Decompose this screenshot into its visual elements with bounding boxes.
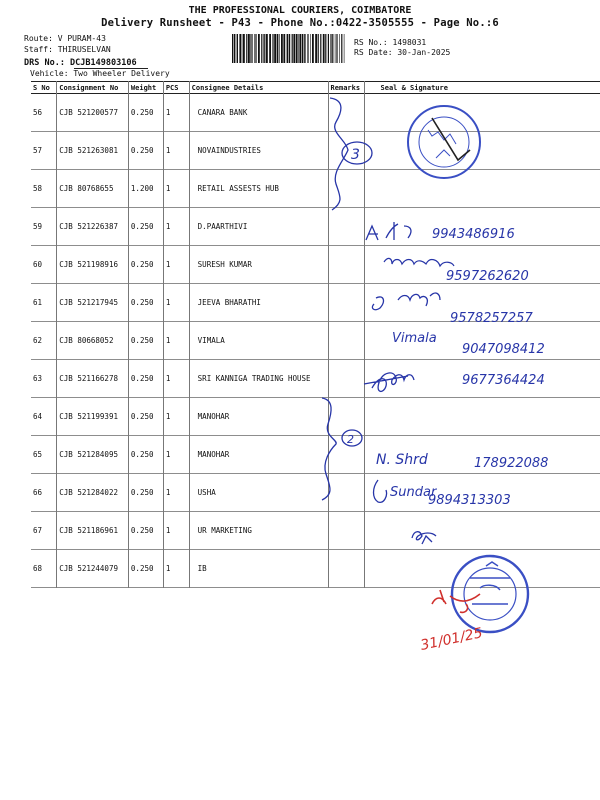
row-pcs: 1 [163,94,189,132]
barcode [232,34,346,63]
barcode-bar [292,34,293,63]
barcode-bar [246,34,247,63]
row-remarks [328,170,364,208]
barcode-bar [339,34,340,63]
signature-65: N. Shrd [376,452,428,468]
row-sno: 67 [33,526,43,535]
rs-number: RS No.: 1498031 [354,38,427,47]
barcode-bar [252,34,253,63]
row-remarks [328,208,364,246]
runsheet-title: Delivery Runsheet - P43 - Phone No.:0422-3505555 - Page No.:6 [101,17,499,29]
row-consignee: IB [189,550,328,588]
row-sno: 68 [33,564,43,573]
row-weight: 0.250 [128,398,163,436]
row-seal-signature [364,284,600,322]
row-seal-signature [364,246,600,284]
barcode-bar [305,34,306,63]
row-pcs: 1 [163,398,189,436]
row-weight: 0.250 [128,360,163,398]
table-row [31,208,600,246]
barcode-bar [263,34,264,63]
barcode-bar [312,34,314,63]
barcode-bar [266,34,268,63]
barcode-bar [261,34,262,63]
row-seal-signature [364,132,600,170]
row-weight: 0.250 [128,550,163,588]
col-header-weight: Weight [128,82,163,94]
barcode-bar [330,34,331,63]
table-row [31,360,600,398]
row-remarks [328,398,364,436]
row-seal-signature [364,94,600,132]
row-seal-signature [364,550,600,588]
barcode-bar [325,34,326,63]
row-weight: 0.250 [128,246,163,284]
phone-60: 9597262620 [446,269,529,284]
barcode-bar [296,34,298,63]
barcode-bar [344,34,345,63]
barcode-bar [332,34,333,63]
barcode-bar [274,34,276,63]
row-weight: 0.250 [128,436,163,474]
barcode-bar [236,34,237,63]
row-seal-signature [364,512,600,550]
row-consignment-no: CJB 521284095 [57,436,129,474]
row-remarks [328,512,364,550]
signature-66: Sundar [390,485,437,500]
row-consignee: SURESH KUMAR [189,246,328,284]
row-weight: 0.250 [128,322,163,360]
table-row [31,398,600,436]
barcode-bar [242,34,243,63]
row-consignee: MANOHAR [189,398,328,436]
col-header-remarks: Remarks [328,82,364,94]
row-weight: 0.250 [128,284,163,322]
phone-61: 9578257257 [450,311,533,326]
row-consignment-no: CJB 521198916 [57,246,129,284]
table-row [31,550,600,588]
row-sno: 59 [33,222,43,231]
row-sno: 64 [33,412,43,421]
barcode-bar [277,34,279,63]
barcode-bar [337,34,338,63]
barcode-bar [248,34,250,63]
barcode-bar [237,34,238,63]
runsheet-table [31,81,600,588]
row-pcs: 1 [163,284,189,322]
row-sno: 56 [33,108,43,117]
row-consignee: VIMALA [189,322,328,360]
row-consignment-no: CJB 521284022 [57,474,129,512]
row-consignee: D.PAARTHIVI [189,208,328,246]
row-consignment-no: CJB 521226387 [57,208,129,246]
row-pcs: 1 [163,512,189,550]
row-pcs: 1 [163,474,189,512]
remark-count-2: 2 [347,433,354,446]
row-consignee: UR MARKETING [189,512,328,550]
barcode-bar [279,34,280,63]
barcode-bar [323,34,325,63]
table-header-row [31,82,600,94]
row-remarks [328,436,364,474]
row-sno: 60 [33,260,43,269]
barcode-bar [318,34,319,63]
row-consignment-no: CJB 521186961 [57,512,129,550]
table-row [31,512,600,550]
row-seal-signature [364,322,600,360]
table-body [31,94,600,588]
row-remarks [328,474,364,512]
row-sno: 58 [33,184,43,193]
barcode-bar [258,34,260,63]
col-header-sno: S No [33,83,50,92]
row-consignment-no: CJB 521263081 [57,132,129,170]
barcode-bar [243,34,245,63]
drs-number: DRS No.: DCJB149803106 [24,58,137,68]
row-remarks [328,322,364,360]
table-row [31,246,600,284]
red-ink-mark [432,590,480,612]
row-seal-signature [364,170,600,208]
row-consignment-no: CJB 80668052 [57,322,129,360]
row-pcs: 1 [163,132,189,170]
row-sno: 62 [33,336,43,345]
barcode-bar [298,34,299,63]
barcode-bar [272,34,273,63]
remark-count-1: 3 [351,147,360,163]
row-seal-signature [364,360,600,398]
row-remarks [328,284,364,322]
col-header-consignee: Consignee Details [189,82,328,94]
row-consignment-no: CJB 521166278 [57,360,129,398]
table-row [31,94,600,132]
barcode-bar [239,34,241,63]
row-consignee: NOVAINDUSTRIES [189,132,328,170]
barcode-bar [320,34,321,63]
barcode-bar [250,34,251,63]
barcode-bar [336,34,337,63]
col-header-consignment: Consignment No [57,82,129,94]
phone-59: 9943486916 [432,227,515,242]
row-consignee: RETAIL ASSESTS HUB [189,170,328,208]
staff-label: Staff: THIRUSELVAN [24,45,111,54]
row-sno: 65 [33,450,43,459]
table-row [31,284,600,322]
table-row [31,436,600,474]
barcode-bar [315,34,317,63]
row-weight: 0.250 [128,132,163,170]
col-header-seal: Seal & Signature [364,82,600,94]
barcode-bar [287,34,289,63]
row-weight: 0.250 [128,94,163,132]
barcode-bar [304,34,305,63]
barcode-bar [310,34,311,63]
row-weight: 0.250 [128,208,163,246]
row-weight: 1.200 [128,170,163,208]
table-row [31,170,600,208]
row-sno: 63 [33,374,43,383]
phone-63: 9677364424 [462,373,545,388]
row-consignee: USHA [189,474,328,512]
date-note: 31/01/25 [419,625,485,654]
barcode-bar [341,34,342,63]
row-seal-signature [364,436,600,474]
barcode-bar [328,34,329,63]
row-seal-signature [364,398,600,436]
row-sno: 57 [33,146,43,155]
barcode-bar [269,34,271,63]
row-pcs: 1 [163,208,189,246]
barcode-bar [264,34,265,63]
row-weight: 0.250 [128,512,163,550]
phone-65: 178922088 [474,456,549,471]
barcode-bar [234,34,235,63]
route-label: Route: V PURAM-43 [24,34,106,43]
row-consignment-no: CJB 80768655 [57,170,129,208]
signature-62: Vimala [392,331,437,346]
row-remarks [328,132,364,170]
table-row [31,322,600,360]
barcode-bar [289,34,290,63]
row-pcs: 1 [163,246,189,284]
row-remarks [328,360,364,398]
row-pcs: 1 [163,550,189,588]
row-consignment-no: CJB 521200577 [57,94,129,132]
barcode-bar [254,34,255,63]
row-sno: 66 [33,488,43,497]
barcode-bar [302,34,303,63]
rs-date: RS Date: 30-Jan-2025 [354,48,451,57]
table-row [31,474,600,512]
row-pcs: 1 [163,360,189,398]
vehicle-label: Vehicle: Two Wheeler Delivery [30,69,170,78]
row-remarks [328,94,364,132]
row-remarks [328,246,364,284]
row-sno: 61 [33,298,43,307]
row-seal-signature [364,474,600,512]
row-pcs: 1 [163,322,189,360]
row-remarks [328,550,364,588]
barcode-bar [281,34,283,63]
row-consignee: MANOHAR [189,436,328,474]
row-consignment-no: CJB 521217945 [57,284,129,322]
barcode-bar [283,34,285,63]
barcode-bar [307,34,308,63]
row-consignee: CANARA BANK [189,94,328,132]
barcode-bar [335,34,336,63]
row-weight: 0.250 [128,474,163,512]
company-name: THE PROFESSIONAL COURIERS, COIMBATORE [188,5,412,16]
row-consignment-no: CJB 521199391 [57,398,129,436]
col-header-pcs: PCS [163,82,189,94]
barcode-bar [299,34,301,63]
row-seal-signature [364,208,600,246]
table-row [31,132,600,170]
row-consignment-no: CJB 521244079 [57,550,129,588]
barcode-bar [232,34,233,63]
row-pcs: 1 [163,170,189,208]
phone-66: 9894313303 [428,493,511,508]
row-consignee: SRI KANNIGA TRADING HOUSE [189,360,328,398]
barcode-bar [255,34,256,63]
row-pcs: 1 [163,436,189,474]
phone-62: 9047098412 [462,342,545,357]
barcode-bar [293,34,295,63]
row-consignee: JEEVA BHARATHI [189,284,328,322]
